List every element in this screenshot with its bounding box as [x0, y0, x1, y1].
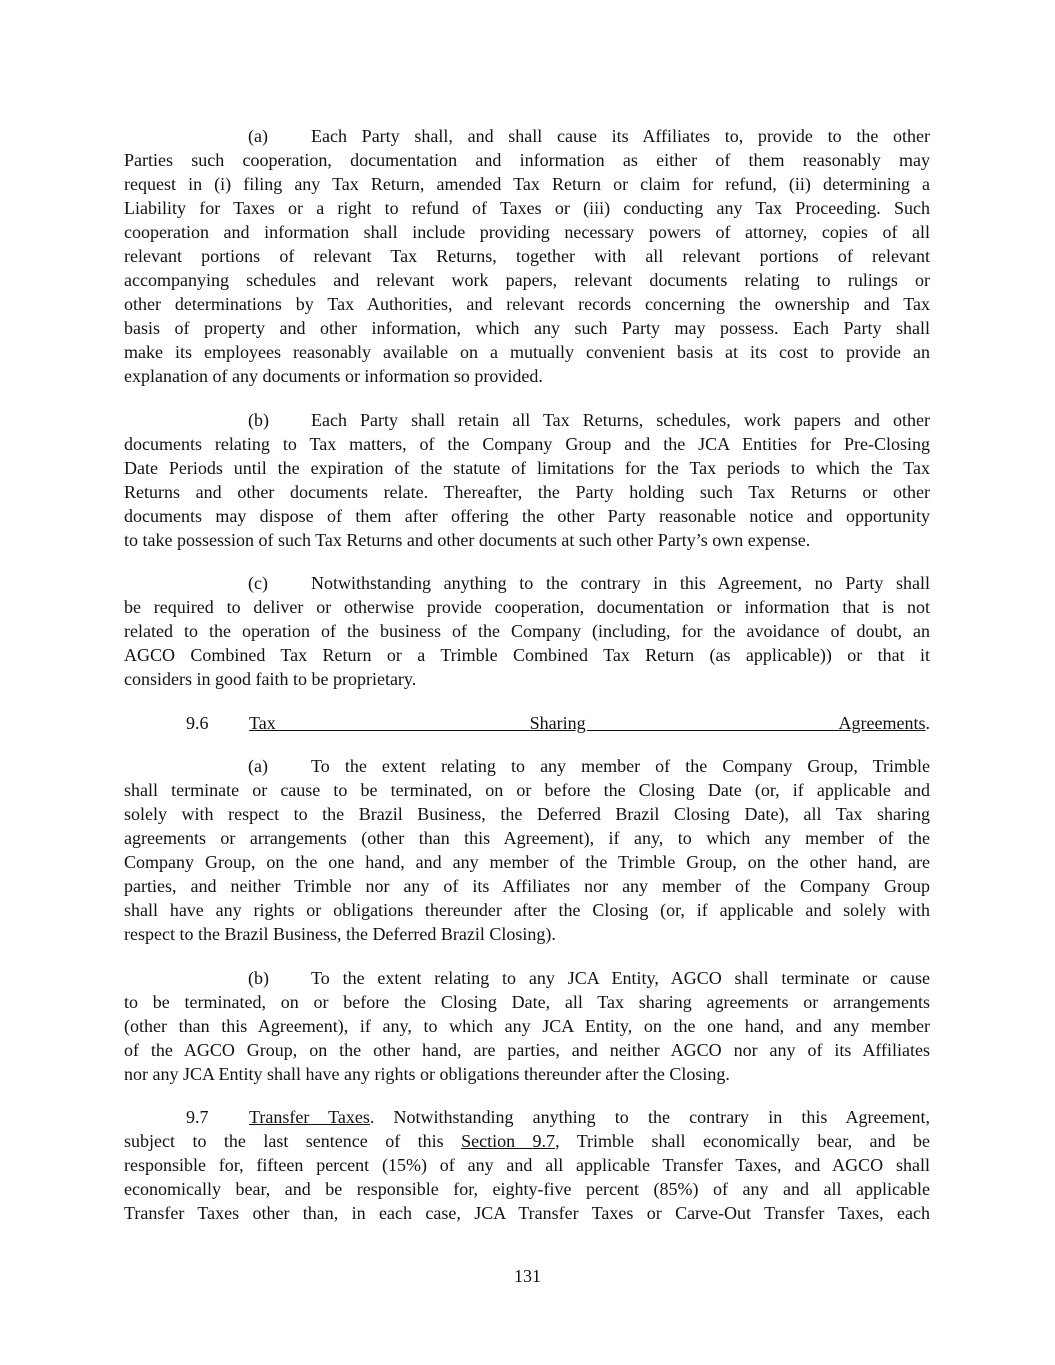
text-segment: request in (i) filing any Tax Return, amended Tax Return or claim for refund, (ii) determining a: [124, 174, 930, 194]
text-segment: Each Party shall, and shall cause its Affiliates to, provide to the other: [311, 126, 930, 146]
text-line: [124, 268, 930, 292]
text-segment: respect to the Brazil Business, the Deferred Brazil Closing).: [124, 924, 556, 944]
text-line: [124, 504, 930, 528]
text-segment: Returns and other documents relate. Thereafter, the Party holding such Tax Returns or other: [124, 481, 930, 502]
text-line: [124, 432, 930, 456]
text-segment: Transfer Taxes other than, in each case, JCA Transfer Taxes or Carve-Out Transfer Taxes, each: [124, 1203, 930, 1223]
text-line: [124, 316, 930, 340]
text-segment: Notwithstanding anything to the contrary in this Agreement, no Party shall: [311, 573, 930, 593]
text-segment: Each Party shall retain all Tax Returns, schedules, work papers and other: [311, 409, 930, 430]
section-paragraph: [124, 1105, 930, 1225]
text-segment: of the AGCO Group, on the other hand, are parties, and neither AGCO nor any of its Affiliates: [124, 1039, 930, 1060]
section-number: 9.6: [186, 712, 209, 733]
text-segment: Liability for Taxes or a right to refund of Taxes or (iii) conducting any Tax Proceeding. Such: [124, 198, 930, 218]
underlined-term: Tax Sharing Agreements: [249, 712, 926, 733]
text-segment: subject to the last sentence of this: [124, 1131, 462, 1151]
section-number: 9.7: [186, 1107, 209, 1127]
text-line: [124, 754, 930, 778]
text-line: [124, 667, 930, 691]
text-segment: other determinations by Tax Authorities, and relevant records concerning the ownership and Tax: [124, 294, 930, 314]
text-line: [124, 196, 930, 220]
subsection-paragraph: [124, 571, 930, 691]
text-segment: Parties such cooperation, documentation and information as either of them reasonably may: [124, 150, 930, 170]
subsection-paragraph: [124, 124, 930, 388]
text-segment: to take possession of such Tax Returns and other documents at such other Party’s own expense.: [124, 529, 811, 550]
text-line: [124, 966, 930, 990]
text-segment: relevant portions of relevant Tax Returns, together with all relevant portions of relevant: [124, 246, 930, 266]
text-line: [124, 1153, 930, 1177]
text-segment: to be terminated, on or before the Closing Date, all Tax sharing agreements or arrangements: [124, 991, 930, 1012]
text-line: [124, 1038, 930, 1062]
text-segment: related to the operation of the business of the Company (including, for the avoidance of doubt, an: [124, 621, 930, 641]
text-segment: nor any JCA Entity shall have any rights or obligations thereunder after the Closing.: [124, 1063, 730, 1084]
text-line: [124, 456, 930, 480]
text-line: [124, 408, 930, 432]
text-line: [124, 292, 930, 316]
text-segment: To the extent relating to any member of the Company Group, Trimble: [311, 756, 930, 776]
text-line: [124, 124, 930, 148]
text-line: [124, 778, 930, 802]
subsection-label: (a): [248, 756, 268, 776]
text-line: [124, 1062, 930, 1086]
text-line: [124, 1129, 930, 1153]
text-line: [124, 711, 930, 735]
text-line: [124, 1014, 930, 1038]
subsection-label: (a): [248, 126, 268, 146]
text-segment: Company Group, on the one hand, and any member of the Trimble Group, on the other hand, are: [124, 852, 930, 872]
text-line: [124, 480, 930, 504]
text-segment: (other than this Agreement), if any, to which any JCA Entity, on the one hand, and any member: [124, 1015, 930, 1036]
text-segment: considers in good faith to be proprietary.: [124, 669, 417, 689]
text-segment: AGCO Combined Tax Return or a Trimble Combined Tax Return (as applicable)) or that it: [124, 645, 930, 665]
text-segment: To the extent relating to any JCA Entity, AGCO shall terminate or cause: [311, 967, 930, 988]
text-segment: .: [925, 712, 930, 733]
text-line: [124, 244, 930, 268]
page-number: 131: [514, 1266, 541, 1286]
document-body: [124, 124, 930, 1245]
text-line: [124, 220, 930, 244]
subsection-label: (b): [248, 409, 269, 430]
text-segment: economically bear, and be responsible for, eighty-five percent (85%) of any and all applicable: [124, 1179, 930, 1199]
subsection-paragraph: [124, 754, 930, 946]
text-segment: shall have any rights or obligations thereunder after the Closing (or, if applicable and solely with: [124, 900, 930, 920]
subsection-label: (b): [248, 967, 269, 988]
text-segment: shall terminate or cause to be terminated, on or before the Closing Date (or, if applicable and: [124, 780, 930, 800]
text-line: [124, 619, 930, 643]
text-segment: explanation of any documents or information so provided.: [124, 366, 543, 386]
text-line: [124, 922, 930, 946]
underlined-term: Section 9.7: [461, 1131, 556, 1151]
subsection-label: (c): [248, 573, 268, 593]
text-segment: cooperation and information shall include providing necessary powers of attorney, copies of all: [124, 222, 930, 242]
text-line: [124, 148, 930, 172]
text-line: [124, 802, 930, 826]
text-line: [124, 1105, 930, 1129]
text-segment: documents may dispose of them after offering the other Party reasonable notice and opportunity: [124, 505, 930, 526]
text-line: [124, 898, 930, 922]
text-line: [124, 874, 930, 898]
text-segment: agreements or arrangements (other than this Agreement), if any, to which any member of the: [124, 828, 930, 848]
text-segment: solely with respect to the Brazil Business, the Deferred Brazil Closing Date), all Tax sharing: [124, 804, 930, 824]
text-line: [124, 172, 930, 196]
text-segment: accompanying schedules and relevant work papers, relevant documents relating to rulings or: [124, 270, 930, 290]
text-segment: responsible for, fifteen percent (15%) of any and all applicable Transfer Taxes, and AGCO shall: [124, 1155, 930, 1175]
text-segment: Date Periods until the expiration of the statute of limitations for the Tax periods to which the Tax: [124, 457, 930, 478]
text-segment: . Notwithstanding anything to the contrary in this Agreement,: [369, 1107, 930, 1127]
subsection-paragraph: [124, 966, 930, 1086]
subsection-paragraph: [124, 408, 930, 552]
text-line: [124, 528, 930, 552]
text-segment: documents relating to Tax matters, of the Company Group and the JCA Entities for Pre-Closing: [124, 433, 930, 454]
text-segment: , Trimble shall economically bear, and be: [555, 1131, 930, 1151]
text-line: [124, 826, 930, 850]
text-segment: parties, and neither Trimble nor any of its Affiliates nor any member of the Company Group: [124, 876, 930, 896]
underlined-term: Transfer Taxes: [249, 1107, 370, 1127]
text-line: [124, 990, 930, 1014]
text-line: [124, 1177, 930, 1201]
text-line: [124, 364, 930, 388]
text-line: [124, 340, 930, 364]
section-paragraph: [124, 711, 930, 735]
text-line: [124, 850, 930, 874]
text-segment: basis of property and other information, which any such Party may possess. Each Party shall: [124, 318, 930, 338]
text-line: [124, 571, 930, 595]
text-line: [124, 595, 930, 619]
text-line: [124, 643, 930, 667]
text-segment: make its employees reasonably available on a mutually convenient basis at its cost to provide an: [124, 342, 930, 362]
text-line: [124, 1201, 930, 1225]
text-segment: be required to deliver or otherwise provide cooperation, documentation or information that is not: [124, 597, 930, 617]
